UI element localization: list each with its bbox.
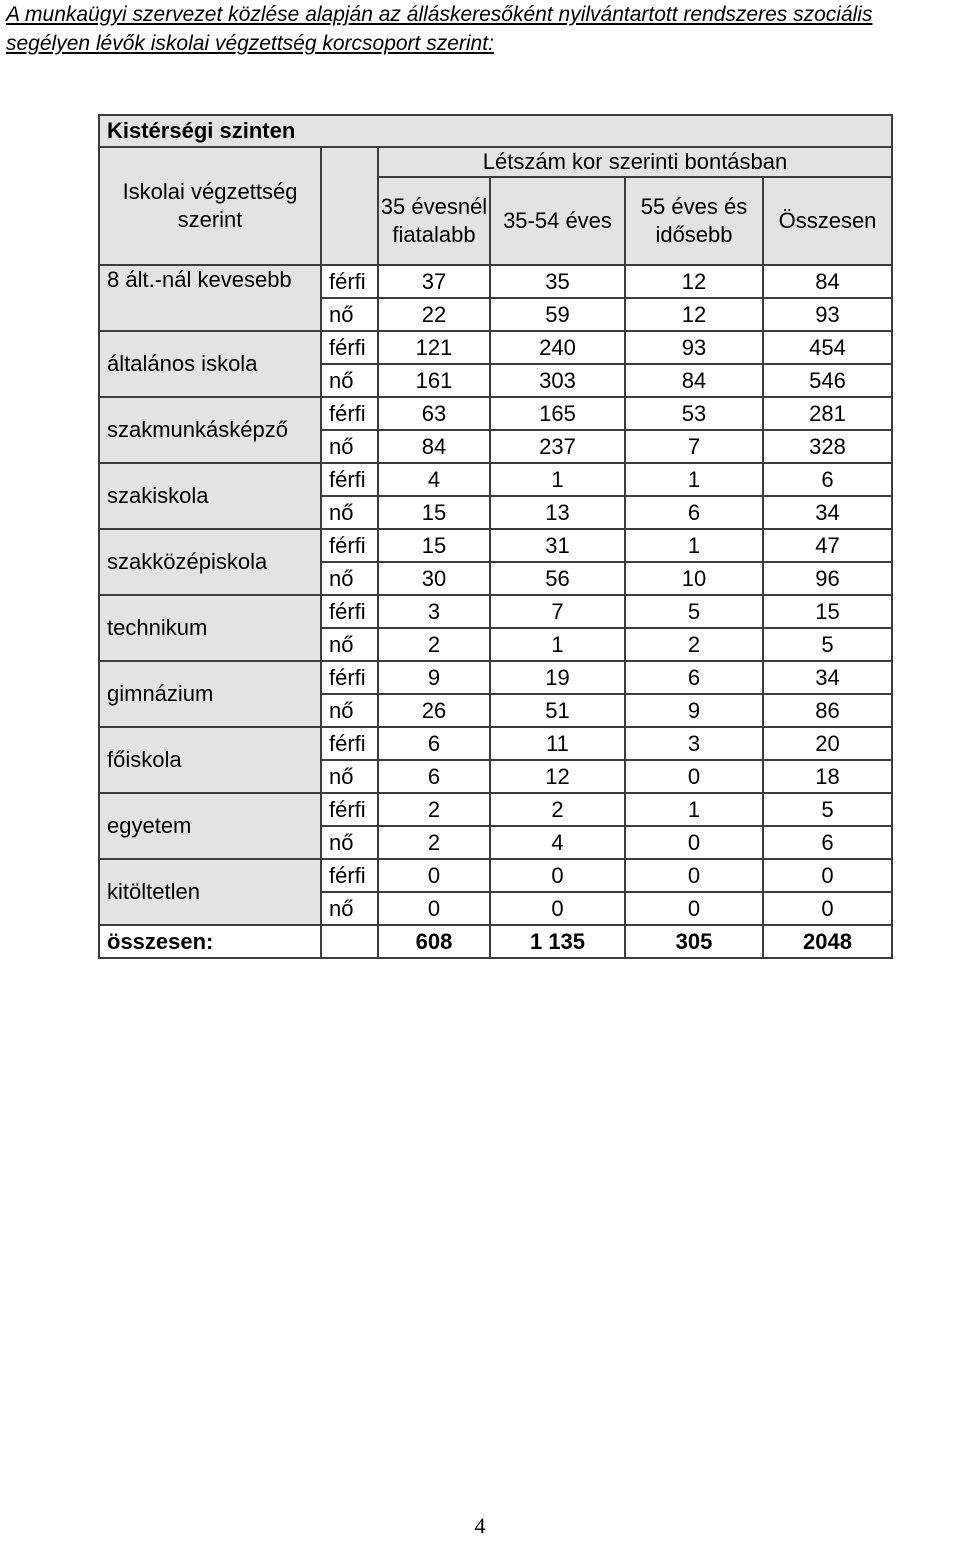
table-title: Kistérségi szinten — [99, 115, 892, 147]
cell-35-54: 303 — [490, 364, 625, 397]
cell-under35: 2 — [378, 826, 490, 859]
row-label: szakmunkásképző — [99, 397, 321, 463]
gender-cell: férfi — [321, 859, 378, 892]
cell-total: 328 — [763, 430, 892, 463]
cell-35-54: 11 — [490, 727, 625, 760]
intro-text: A munkaügyi szervezet közlése alapján az álláskeresőként nyilvántartott rendszeres szociális segélyen lévők iskolai végzettség korcsoport szerint: — [6, 3, 873, 55]
cell-55plus: 0 — [625, 826, 763, 859]
cell-total: 84 — [763, 265, 892, 298]
cell-55plus: 12 — [625, 298, 763, 331]
total-35-54: 1 135 — [490, 925, 625, 958]
total-label: összesen: — [99, 925, 321, 958]
row-label: egyetem — [99, 793, 321, 859]
total-55plus: 305 — [625, 925, 763, 958]
cell-under35: 6 — [378, 727, 490, 760]
table-row — [99, 265, 892, 298]
cell-total: 93 — [763, 298, 892, 331]
cell-total: 86 — [763, 694, 892, 727]
cell-55plus: 7 — [625, 430, 763, 463]
gender-cell: nő — [321, 892, 378, 925]
cell-total: 20 — [763, 727, 892, 760]
cell-total: 0 — [763, 892, 892, 925]
cell-55plus: 12 — [625, 265, 763, 298]
cell-55plus: 0 — [625, 760, 763, 793]
gender-cell: férfi — [321, 265, 378, 298]
cell-total: 34 — [763, 661, 892, 694]
cell-55plus: 1 — [625, 463, 763, 496]
cell-under35: 4 — [378, 463, 490, 496]
table-row — [99, 331, 892, 364]
row-label: technikum — [99, 595, 321, 661]
cell-35-54: 56 — [490, 562, 625, 595]
gender-cell: férfi — [321, 727, 378, 760]
row-label: általános iskola — [99, 331, 321, 397]
cell-total: 6 — [763, 826, 892, 859]
cell-35-54: 13 — [490, 496, 625, 529]
cell-55plus: 3 — [625, 727, 763, 760]
cell-55plus: 9 — [625, 694, 763, 727]
gender-cell: nő — [321, 364, 378, 397]
cell-35-54: 240 — [490, 331, 625, 364]
row-label: szakiskola — [99, 463, 321, 529]
cell-under35: 0 — [378, 892, 490, 925]
col-header-55plus: 55 éves és idősebb — [625, 177, 763, 265]
gender-cell: férfi — [321, 661, 378, 694]
cell-35-54: 0 — [490, 892, 625, 925]
cell-55plus: 0 — [625, 892, 763, 925]
cell-total: 546 — [763, 364, 892, 397]
col-header-under35: 35 évesnél fiatalabb — [378, 177, 490, 265]
cell-under35: 2 — [378, 628, 490, 661]
cell-55plus: 1 — [625, 793, 763, 826]
cell-55plus: 6 — [625, 661, 763, 694]
cell-under35: 30 — [378, 562, 490, 595]
cell-35-54: 237 — [490, 430, 625, 463]
row-header: Iskolai végzettség szerint — [99, 147, 321, 265]
table-row — [99, 529, 892, 562]
gender-cell: férfi — [321, 595, 378, 628]
row-label: kitöltetlen — [99, 859, 321, 925]
gender-cell: nő — [321, 562, 378, 595]
row-label: gimnázium — [99, 661, 321, 727]
gender-header-cell — [321, 147, 378, 265]
cell-35-54: 7 — [490, 595, 625, 628]
cell-under35: 9 — [378, 661, 490, 694]
table-row — [99, 397, 892, 430]
cell-35-54: 51 — [490, 694, 625, 727]
table-row — [99, 727, 892, 760]
cell-under35: 121 — [378, 331, 490, 364]
row-label: szakközépiskola — [99, 529, 321, 595]
cell-under35: 161 — [378, 364, 490, 397]
cell-under35: 84 — [378, 430, 490, 463]
cell-55plus: 5 — [625, 595, 763, 628]
cell-total: 96 — [763, 562, 892, 595]
cell-under35: 15 — [378, 496, 490, 529]
cell-under35: 2 — [378, 793, 490, 826]
cell-total: 5 — [763, 793, 892, 826]
cell-under35: 22 — [378, 298, 490, 331]
cell-total: 47 — [763, 529, 892, 562]
total-gender-cell — [321, 925, 378, 958]
gender-cell: férfi — [321, 793, 378, 826]
cell-55plus: 53 — [625, 397, 763, 430]
gender-cell: nő — [321, 628, 378, 661]
total-under35: 608 — [378, 925, 490, 958]
cell-total: 0 — [763, 859, 892, 892]
gender-cell: férfi — [321, 529, 378, 562]
cell-35-54: 1 — [490, 463, 625, 496]
group-header: Létszám kor szerinti bontásban — [378, 147, 892, 177]
cell-35-54: 19 — [490, 661, 625, 694]
col-header-35-54: 35-54 éves — [490, 177, 625, 265]
gender-cell: nő — [321, 298, 378, 331]
cell-55plus: 84 — [625, 364, 763, 397]
table-row — [99, 595, 892, 628]
table-row — [99, 661, 892, 694]
cell-55plus: 1 — [625, 529, 763, 562]
cell-under35: 6 — [378, 760, 490, 793]
cell-under35: 3 — [378, 595, 490, 628]
total-all: 2048 — [763, 925, 892, 958]
gender-cell: nő — [321, 496, 378, 529]
gender-cell: nő — [321, 826, 378, 859]
cell-total: 18 — [763, 760, 892, 793]
cell-35-54: 31 — [490, 529, 625, 562]
cell-under35: 26 — [378, 694, 490, 727]
cell-total: 15 — [763, 595, 892, 628]
page-number: 4 — [474, 1513, 486, 1538]
gender-cell: nő — [321, 694, 378, 727]
cell-35-54: 1 — [490, 628, 625, 661]
gender-cell: férfi — [321, 463, 378, 496]
cell-35-54: 4 — [490, 826, 625, 859]
cell-total: 6 — [763, 463, 892, 496]
row-label: főiskola — [99, 727, 321, 793]
col-header-total: Összesen — [763, 177, 892, 265]
gender-cell: férfi — [321, 331, 378, 364]
cell-55plus: 93 — [625, 331, 763, 364]
cell-35-54: 59 — [490, 298, 625, 331]
cell-35-54: 35 — [490, 265, 625, 298]
cell-55plus: 0 — [625, 859, 763, 892]
gender-cell: férfi — [321, 397, 378, 430]
cell-35-54: 2 — [490, 793, 625, 826]
cell-total: 454 — [763, 331, 892, 364]
table-row — [99, 859, 892, 892]
cell-under35: 63 — [378, 397, 490, 430]
cell-35-54: 12 — [490, 760, 625, 793]
cell-35-54: 0 — [490, 859, 625, 892]
cell-total: 5 — [763, 628, 892, 661]
cell-under35: 37 — [378, 265, 490, 298]
cell-under35: 0 — [378, 859, 490, 892]
cell-total: 34 — [763, 496, 892, 529]
table-row — [99, 793, 892, 826]
cell-total: 281 — [763, 397, 892, 430]
gender-cell: nő — [321, 430, 378, 463]
row-label: 8 ált.-nál kevesebb — [99, 265, 321, 331]
education-age-table — [98, 114, 893, 959]
cell-35-54: 165 — [490, 397, 625, 430]
gender-cell: nő — [321, 760, 378, 793]
cell-under35: 15 — [378, 529, 490, 562]
cell-55plus: 10 — [625, 562, 763, 595]
cell-55plus: 6 — [625, 496, 763, 529]
table-row — [99, 463, 892, 496]
cell-55plus: 2 — [625, 628, 763, 661]
